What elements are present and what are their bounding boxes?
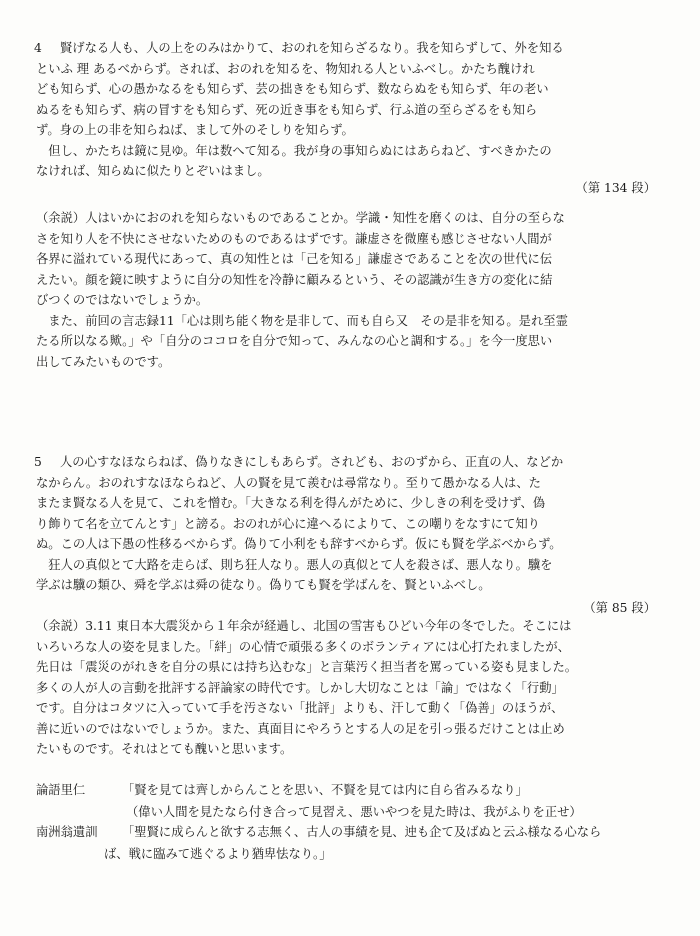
commentary-line: （余説）3.11 東日本大震災から１年余が経過し、北国の雪害もひどい今年の冬でした。そこには — [36, 619, 572, 633]
text-line: 狂人の真似とて大路を走らば、則ち狂人なり。悪人の真似とて人を殺さば、悪人なり。驥を — [36, 557, 553, 572]
commentary-line: たいものです。それはとても醜いと思います。 — [36, 742, 293, 756]
quote-line: ば、戦に臨みて逃ぐるより猶卑怯なり。」 — [104, 847, 332, 861]
commentary-line: たる所以なる歟。」や「自分のココロを自分で知って、みんなの心と調和する。」を今一度思い — [36, 334, 553, 348]
commentary-line: 出してみたいものです。 — [36, 354, 171, 369]
quote-line: 「聖賢に成らんと欲する志無く、古人の事績を見、迚も企て及ばぬと云ふ様なる心なら — [122, 825, 602, 839]
commentary-line: いろいろな人の姿を見ました。「絆」の心情で頑張る多くのボランティアには心打たれましたが、 — [36, 639, 570, 654]
commentary-line: さを知り人を不快にさせないためのものであるはずです。謙虚さを微塵も感じさせない人間が — [36, 231, 552, 246]
text-line: 但し、かたちは鏡に見ゆ。年は数へて知る。我が身の事知らぬにはあらねど、すべきかたの — [36, 143, 552, 158]
text-line: り飾りて名を立てんとす」と謗る。おのれが心に違へるによりて、この嘲りをなすにて知り — [36, 516, 540, 531]
section-4-commentary — [0, 208, 700, 372]
reference-label: （第 134 段） — [575, 181, 656, 195]
commentary-line: また、前回の言志録11「心は則ち能く物を是非して、而も自ら又 その是非を知る。是れ至霊 — [36, 313, 568, 328]
text-line: ず。身の上の非を知らねば、まして外のそしりを知らず。 — [36, 123, 354, 137]
text-line: 賢げなる人も、人の上をのみはかりて、おのれを知らざるなり。我を知らずして、外を知る — [60, 41, 564, 55]
section-5-text — [0, 452, 700, 596]
commentary-line: びつくのではないでしょうか。 — [36, 293, 209, 307]
commentary-line: 各界に溢れている現代にあって、真の知性とは「己を知る」謙虚さであることを次の世代に伝 — [36, 252, 553, 266]
reference-label: （第 85 段） — [583, 601, 656, 615]
text-line: なければ、知らぬに似たりとぞいはまし。 — [36, 164, 270, 178]
text-line: ぬるをも知らず、病の冒すをも知らず、死の近き事をも知らず、行ふ道の至らざるをも知ら — [36, 102, 538, 117]
text-line: 学ぶは驥の類ひ、舜を学ぶは舜の徒なり。偽りても賢を学ばんを、賢といふべし。 — [36, 578, 491, 592]
commentary-line: （余説）人はいかにおのれを知らないものであることか。学識・知性を磨くのは、自分の至らな — [36, 211, 565, 225]
commentary-line: 先日は「震災のがれきを自分の県には持ち込むな」と言葉汚く担当者を罵っている姿も見ました。 — [36, 660, 578, 674]
quote-line: （偉い人間を見たなら付き合って見習え、悪いやつを見た時は、我がふりを正せ） — [126, 805, 582, 819]
text-line: ども知らず、心の愚かなるをも知らず、芸の拙きをも知らず、数ならぬをも知らず、年の老い — [36, 82, 549, 96]
text-line: またま賢なる人を見て、これを憎む。「大きなる利を得んがために、少しきの利を受けず、偽 — [36, 496, 546, 510]
section-5-commentary — [0, 616, 700, 760]
section-number: 5 — [34, 455, 42, 469]
quote-source: 論語里仁 — [36, 783, 86, 797]
commentary-line: えたい。顔を鏡に映すように自分の知性を冷静に顧みるという、その認識が生き方の変化に結 — [36, 272, 553, 287]
quote-line: 「賢を見ては齊しからんことを思い、不賢を見ては内に自ら省みるなり」 — [122, 783, 528, 797]
text-line: 人の心すなほならねば、偽りなきにしもあらず。されども、おのずから、正直の人、などか — [60, 455, 564, 469]
section-4-text — [0, 38, 700, 182]
text-line: といふ 理 あるべからず。されば、おのれを知るを、物知れる人といふべし。かたち醜けれ — [36, 61, 535, 76]
section-number: 4 — [34, 41, 42, 55]
text-line: なからん。おのれすなほならねど、人の賢を見て羨むは尋常なり。至りて愚かなる人は、た — [36, 475, 541, 490]
commentary-line: 善に近いのではないでしょうか。また、真面目にやろうとする人の足を引っ張るだけことは止め — [36, 721, 565, 736]
quote-source: 南洲翁遺訓 — [36, 825, 98, 839]
commentary-line: 多くの人が人の言動を批評する評論家の時代です。しかし大切なことは「論」ではなく「行動」 — [36, 680, 564, 695]
text-line: ぬ。この人は下愚の性移るべからず。偽りて小利をも辞すべからず。仮にも賢を学ぶべからず。 — [36, 537, 562, 551]
commentary-line: です。自分はコタツに入っていて手を汚さない「批評」よりも、汗して動く「偽善」のほうが、 — [36, 701, 564, 715]
